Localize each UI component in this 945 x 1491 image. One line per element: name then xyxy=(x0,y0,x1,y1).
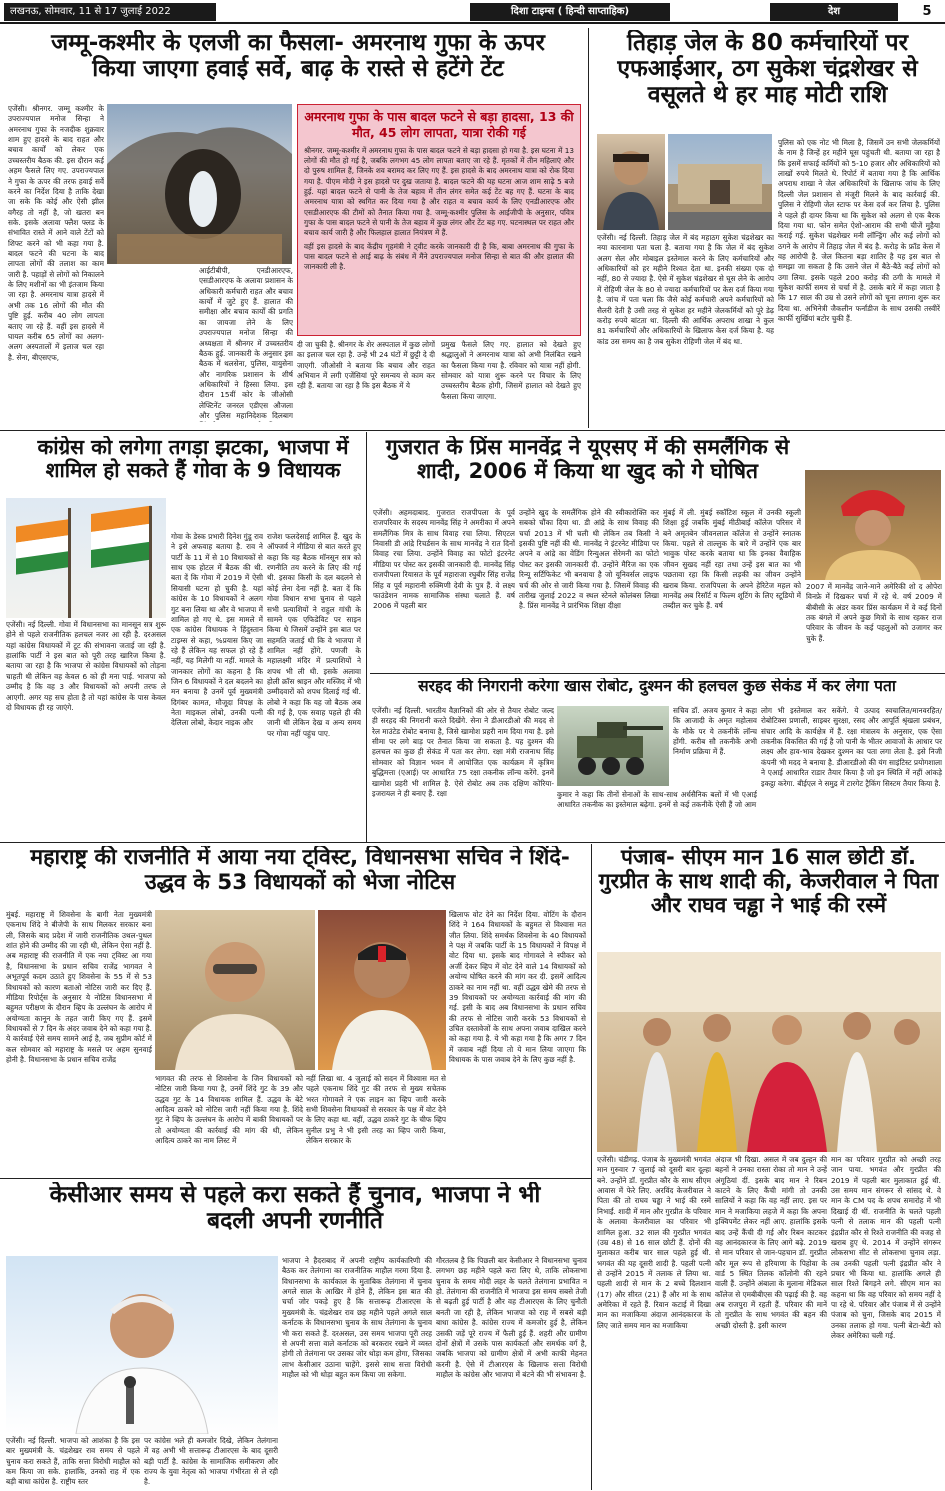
article-amarnath-col2: आईटीबीपी, एनडीआरएफ, एसडीआरएफ के अलावा प्रशासन के अधिकारी कर्मचारी राहत और बचाव कार्यों में जुटे हुए हैं. हालात की समीक्षा और बचाव कार्यों की प्रगति का जायजा लेने के लिए उपराज्यपाल मनोज सिन्हा की अध्यक्षता में श्रीनगर में उच्चस्तरीय बैठक हुई. जानकारी के अनुसार इस बैठक में थलसेना, पुलिस, वायुसेना और नागरिक प्रशासन के शीर्ष अधिकारियों ने हिस्सा लिया. इस दौरान 15वीं कोर के जीओसी लेफ्टिनेंट जनरल एडीएस औजला और पुलिस महानिदेशक दिलबाग xyxy=(199,266,293,421)
article-maharashtra-col2: भागवत की तरफ से शिवसेना के जिन विधायकों को नोटिस जारी किया गया है, उनमें शिंदे गुट के 39 और उद्धव गुट के 14 विधायक शामिल हैं. उद्धव के बेटे आदित्य ठाकरे को नोटिस जारी नहीं किया गया है. शिंदे गुट ने व्हिप के उल्लंघन के आरोप में बाकी विधायकों पर तो अयोग्यता की कार्रवाई की मांग की थी, लेकिन आदित्य ठाकरे का नाम लिस्ट में xyxy=(155,1074,303,1146)
amarnath-box-body1: श्रीनगर. जम्मू-कश्मीर में अमरनाथ गुफा के पास बादल फटने से बड़ा हादसा हो गया है. इस घटना में 13 लोगों की मौत हो गई है, जबकि लगभग 45 लोग लापता बताए जा रहे हैं. मृतकों में तीन महिलाएं और दो पुरुष शामिल हैं, जिनके शव बरामद कर लिए गए हैं. इस हादसे के बाद अमरनाथ यात्रा को रोक दिया गया है. पीएम मोदी ने इस हादसे पर दुख जताया है. बादल फटने की यह घटना आज शाम साढ़े 5 बजे हुई. यहां बादल फटने से पानी के तेज बहाव में तीन लंगर समेत कई टेंट बह गए हैं. घटना के बाद अमरनाथ यात्रा को स्थगित कर दिया गया है और राहत व बचाव कार्य के लिए एनडीआरएफ और एसडीआरएफ की टीमों को तैनात किया गया है. जम्मू-कश्मीर पुलिस के आईजीपी के अनुसार, पवित्र गुफा के पास बादल फटने से पानी के तेज बहाव में कुछ लंगर और टेंट बह गए. घटनास्थल पर राहत और बचाव कार्य जारी है और फिलहाल हालात नियंत्रण में हैं. xyxy=(304,145,574,238)
article-robot-col3: कुमार ने कहा कि तीनों सेनाओं के साथ-साथ अर्धसैनिक बलों में भी एआई आधारित तकनीक का इस्तेमाल बढ़ेगा. इनमें से कई तकनीकें ऐसी हैं जो आम xyxy=(557,790,757,810)
article-kcr-col2: पर कांग्रेस भले ही कमजोर दिखे, लेकिन तेलंगाना में वह अभी भी सत्तारूढ़ टीआरएस के बाद दूसरी बड़ी पार्टी है. कांग्रेस के सामाजिक समीकरण और राज्य के युवा नेतृत्व को भाजपा गंभीरता से ले रही है. xyxy=(144,1436,278,1487)
article-maharashtra-col3: नहीं लिखा था. 4 जुलाई को सदन में विश्वास मत से पहले एकनाथ शिंदे गुट की तरफ से मुख्य सचेतक भरत गोगावले ने एक लाइन का व्हिप जारी करके सभी शिवसेना विधायकों से सरकार के पक्ष में वोट देने के लिए कहा था. वहीं, उद्धव ठाकरे गुट के चीफ व्हिप सुनील प्रभु ने भी इसी तरह का व्हिप जारी किया, लेकिन सरकार के xyxy=(306,1074,446,1146)
uddhav-thackeray-photo xyxy=(155,910,315,1070)
article-mann-col3: मान का परिवार गुरप्रीत को अच्छी तरह जान पाया. भगवंत और गुरप्रीत की 2019 में पहली बार मुलाकात हुई थी. उस समय मान संगरूर से सांसद थे. वे मान के CM पद के शपथ समारोह में भी दिखाई दी थीं. राजनीति के चलते पहली पत्नी से तलाक मान की पहली पत्नी इंद्रप्रीत कौर से रिश्ते राजनीति की वजह से खराब हुए थे. 2014 में उन्होंने संगरूर लोकसभा सीट से लोकसभा चुनाव लड़ा. तब उनकी पहली पत्नी इंद्रप्रीत कौर ने प्रचार भी किया था. हालांकि अगले ही साल रिश्ते बिगड़ने लगे. सीएम मान का कहना था कि वह परिवार को समय नहीं दे पा रहे थे. परिवार और पंजाब में से उन्होंने पंजाब को चुना, जिसके बाद 2015 में उनका तलाक हो गया. पत्नी बेटा-बेटी को लेकर अमेरिका चली गई. xyxy=(831,1155,941,1341)
article-maharashtra-col4: खिलाफ वोट देने का निर्देश दिया. वोटिंग के दौरान शिंदे ने 164 विधायकों के बहुमत से विश्वास मत जीत लिया. शिंदे समर्थक शिवसेना के 40 विधायकों ने पक्ष में जबकि पार्टी के 15 विधायकों ने विपक्ष में वोट दिया था. इसके बाद गोगावले ने स्पीकर को अर्जी देकर व्हिप में वोट देने वाले 14 विधायकों को अयोग्य घोषित करने की मांग कर दी. इसमें आदित्य ठाकरे का नाम नहीं था. वहीं उद्धव खेमे की तरफ से 39 विधायकों पर अयोग्यता कार्रवाई की मांग की गई. इसी के बाद अब विधानसभा के प्रधान सचिव की तरफ से नोटिस जारी करके 53 विधायकों से उचित दस्तावेजों के साथ अपना जवाब दाखिल करने को कहा गया है. ये भी कहा गया है कि अगर 7 दिन में जवाब नहीं दिया तो ये मान लिया जाएगा कि विधायक के पास जवाब देने के लिए कुछ नहीं है. xyxy=(449,910,586,1065)
eknath-shinde-photo xyxy=(318,910,446,1070)
article-mann-col2: अंदाज भी दिखा. असल में जब दुल्हन की बहनों ने उनका रास्ता रोका तो मान ने उन्हें अंगूठियां दीं. इसके बाद मान ने रिबन काटने के लिए कैंची मांगी तो उनकी सालियों ने कहा कि वह नहीं लाए. इस पर मान ने मजाकिया लहजे में कहा कि अपना इक्विपमेंट लेकर नहीं आए. हालांकि इसके बाद उन्हें कैंची दी गई और रिबन काटकर वह आनंदकारज के लिए आगे बढ़े. 2019 से मान परिवार से जान-पहचान डॉ. गुरप्रीत कौर मूल रूप से हरियाणा के पिहोवा के वार्ड 5 स्थित तिलक कॉलोनी की रहने वाली हैं. उन्होंने अंबाला के मुलाना मेडिकल कॉलेज से एमबीबीएस की पढ़ाई की है. वह अब राजपुरा में रहती हैं. परिवार की मानें तो गुरप्रीत के साथ भगवंत की बहन की अच्छी दोस्ती है. इसी कारण xyxy=(715,1155,827,1330)
article-manvendra-col2: उन्होंने खुद के समलैंगिक होने की स्वीकारोक्ति कर सबको चौंका दिया था. डी आंद्रे के साथ विवाह की चर्चा 2013 में भी चली थी लेकिन तब किसी ने इसकी पुष्टि नहीं की थी. मानवेंद्र ने इंटरनेट मीडिया पर अपने व आंद्रे का वेडिंग रिन्युअल सेरेमनी का फोटो पोस्ट कर इसकी जानकारी दी. उन्होंने मैरिज का एक रिन्यू सर्टिफिकेट भी बनवाया है जो यूनिवर्सल लाइफ चर्च की ओर से जारी किया गया है. जिसमें विवाह की तारीख जुलाई 2022 व स्थल स्टेनले कोलंबस लिखा है. प्रिंस मानवेंद्र ने प्रारंभिक शिक्षा दीक्षा xyxy=(519,508,659,611)
header-section: देश xyxy=(770,3,898,21)
amarnath-cave-photo xyxy=(107,104,292,264)
column-rule xyxy=(588,28,589,428)
article-kcr-col4: गौरतलब है कि पिछली बार केसीआर ने विधानसभा चुनाव लगभग छह महीने पहले करा लिए थे, ताकि लोकसभा चुनाव के समय मोदी लहर के चलते तेलंगाना प्रभावित न हो. तेलंगाना की राजनीति में भाजपा इस समय सबसे तेजी से बढ़ती हुई पार्टी है और वह टीआरएस के लिए चुनौती बनती जा रही है, लेकिन भाजपा को राह में सबसे बड़ी बाधा कांग्रेस है. कांग्रेस राज्य में कमजोर हुई है, लेकिन उसकी जड़ें पूरे राज्य में फैली हुई हैं. शहरी और ग्रामीण दोनों क्षेत्रों में उसके पास कार्यकर्ता और समर्थक वर्ग है, जबकि भाजपा को ग्रामीण क्षेत्रों में अभी काफी मेहनत करनी है. ऐसे में टीआरएस के खिलाफ सत्ता विरोधी माहौल के कांग्रेस और भाजपा में बंटने की भी संभावना है. xyxy=(436,1256,587,1379)
article-amarnath-headline: जम्मू-कश्मीर के एलजी का फैसला- अमरनाथ गुफा के ऊपर किया जाएगा हवाई सर्वे, बाढ़ के रास्ते से हटेंगे टेंट xyxy=(51,30,545,83)
amarnath-box-body2: वहीं इस हादसे के बाद केंद्रीय गृहमंत्री ने ट्वीट करके जानकारी दी है कि, बाबा अमरनाथ की गुफा के पास बादल फटने से आई बाढ़ के संबंध में मैंने उपराज्यपाल मनोज सिन्हा से बात की और हालात की जानकारी ली है. xyxy=(304,241,574,272)
amarnath-box xyxy=(297,104,581,336)
column-rule xyxy=(366,432,367,842)
section-rule xyxy=(370,673,945,674)
article-robot-headline: सरहद की निगरानी करेगा खास रोबोट, दुश्मन की हलचल कुछ सेकंड में कर लेगा पता xyxy=(418,678,896,695)
amarnath-box-title: अमरनाथ गुफा के पास बादल फटने से बड़ा हादसा, 13 की मौत, 45 लोग लापता, यात्रा रोकी गई xyxy=(304,109,574,141)
article-robot-col2: सचिव डॉ. अजय कुमार ने कहा कि आजादी के अमृत महोत्सव के मौके पर ये तकनीकें लॉन्च होंगी. करीब सौ तकनीकें अभी निर्माण प्रक्रिया में हैं. xyxy=(673,706,757,757)
robot-photo xyxy=(557,706,669,786)
kcr-photo xyxy=(6,1256,278,1434)
page-header xyxy=(0,0,945,24)
article-tihar-headline: तिहाड़ जेल के 80 कर्मचारियों पर एफआईआर, ठग सुकेश चंद्रशेखर से वसूलते थे हर माह मोटी राशि xyxy=(617,30,918,109)
article-goa-headline: कांग्रेस को लगेगा तगड़ा झटका, भाजपा में शामिल हो सकते हैं गोवा के 9 विधायक xyxy=(37,436,349,483)
article-manvendra-headline: गुजरात के प्रिंस मानवेंद्र ने यूएसए में की समलैंगिक से शादी, 2006 में किया था खुद को गे घोषित xyxy=(385,436,790,483)
article-amarnath-col1: एजेंसी। श्रीनगर. जम्मू कश्मीर के उपराज्यपाल मनोज सिन्हा ने अमरनाथ गुफा के नजदीक शुक्रवार शाम हुए हादसे के बाद राहत और बचाव कार्यों को लेकर एक उच्चस्तरीय बैठक की. इस दौरान कई अहम फैसले लिए गए. उपराज्यपाल ने गुफा के ऊपर की तरफ हवाई सर्वे करने का निर्देश दिया है ताकि देखा जा सके कि कोई और ऐसी झील वगैरह तो नहीं है, जो खतरा बन सके. इसके अलावा फ्लैश फ्लड के संभावित रास्ते में आने वाले टेंटों को शिफ्ट करने को भी कहा गया है. बादल फटने की घटना के बाद लापता लोगों की तलाश का काम जारी है. पहाड़ों से लोगों को निकालने के लिए मशीनों का भी इंतजाम किया जा रहा है. अमरनाथ यात्रा हादसे में अभी तक 16 लोगों की मौत की पुष्टि हुई. करीब 40 लोग लापता बताए जा रहे हैं. वहीं इस हादसे में घायल करीब 65 लोगों का अलग-अलग अस्पतालों में इलाज चल रहा है. सेना, बीएसएफ, xyxy=(8,104,104,362)
article-goa-col2: गोवा के डेस्क प्रभारी दिनेश गुंडू राव ने इसे अफवाह बताया है. राव ने पार्टी के 11 में से 10 विधायकों से साथ एक होटल में बैठक की थी. बता दें कि गोवा में 2019 में ऐसी सियासी घटना हो चुकी है. यहां कांग्रेस के 10 विधायकों ने अलग गुट बना लिया था और वे भाजपा में शामिल हो गए थे. इस मामले में एक कांग्रेस विधायक ने हिंदुस्तान टाइम्स से कहा, %प्रयास किए जा रहे हैं लेकिन यह सफल हो रहे हैं नहीं, यह मिलेगी या नहीं. मामले के जानकार लोगों का कहना है कि जिन 6 विधायकों ने दल बदलने का मन बनाया है उनमें पूर्व मुख्यमंत्री दिगंबर कामत, मौजूदा विपक्ष के नेता माइकल लोबो, उनकी पत्नी देलिला लोबो, केदार नाइक और xyxy=(171,532,263,728)
sukesh-photo xyxy=(597,134,665,230)
section-rule xyxy=(0,1178,591,1179)
article-manvendra-col4: 2007 में मानवेंद्र जाने-माने अमेरिकी शो द ओपेरा विनफ्रे में दिखकर चर्चा में रहे थे. वर्ष 2009 में बीबीसी के अंडर कवर प्रिंस कार्यक्रम में वे कई दिनों तक बंगले में अपने कुछ मित्रों के साथ रहकर राज परिवार के जीवन के कई पहलुओं को उजागर कर चुके हैं. xyxy=(806,582,942,643)
tihar-jail-photo xyxy=(668,134,772,230)
article-kcr-col3: भाजपा ने हैदराबाद में अपनी राष्ट्रीय कार्यकारिणी की बैठक कर तेलंगाना का राजनीतिक माहौल गरमा दिया है. विधानसभा के कार्यकाल के मुताबिक तेलंगाना में चुनाव अगले साल के आखिर में होने हैं, लेकिन इस बात की चर्चा जोर पकड़े हुए है कि सत्तारूढ़ टीआरएस के मुख्यमंत्री के. चंद्रशेखर राव छह महीने पहले अगले साल कर्नाटक के विधानसभा चुनाव के साथ तेलंगाना के चुनाव भी करा सकते हैं. दरअसल, उस समय भाजपा पूरी तरह से अपनी सत्ता वाले कर्नाटक को बरकरार रखने में व्यस्त होगी तो तेलंगाना पर उसका जोर थोड़ा कम होगा, जिसका लाभ केसीआर उठाना चाहेंगे. इससे साथ सत्ता विरोधी माहौल को भी थोड़ा बहुत कम किया जा सकेगा. xyxy=(282,1256,432,1379)
article-kcr-headline: केसीआर समय से पहले करा सकते हैं चुनाव, भाजपा ने भी बदली अपनी रणनीति xyxy=(49,1182,541,1235)
article-maharashtra-col1: मुंबई. महाराष्ट्र में शिवसेना के बागी नेता मुख्यमंत्री एकनाथ शिंदे ने बीजेपी के साथ मिलकर सरकार बना ली, जिसके बाद प्रदेश में जारी राजनीतिक उथल-पुथल शांत होने की उम्मीद की जा रही थी, लेकिन ऐसा नहीं है. अब महाराष्ट्र की राजनीति में एक नया ट्विस्ट आ गया है, विधानसभा के प्रधान सचिव राजेंद्र भागवत ने अभूतपूर्व कदम उठाते हुए शिवसेना के 55 में से 53 विधायकों को कारण बताओ नोटिस जारी कर दिए हैं. मीडिया रिपोर्ट्स के अनुसार ये नोटिस विधानसभा में बहुमत परीक्षण के दौरान व्हिप के उल्लंघन के आरोप में अयोग्यता कानून के तहत जारी किए गए हैं. इसमें विधायकों से 7 दिन के अंदर जवाब देने को कहा गया है. ये कार्रवाई ऐसे समय सामने आई है, जब सुप्रीम कोर्ट में कल सोमवार को महाराष्ट्र के मसले पर अहम सुनवाई होनी है. विधानसभा के प्रधान सचिव राजेंद्र xyxy=(6,910,152,1065)
section-rule xyxy=(0,430,945,431)
article-kcr-col1: एजेंसी। नई दिल्ली. भाजपा को आशंका है कि इस बार मुख्यमंत्री के. चंद्रशेखर राव समय से पहले चुनाव करा सकते हैं, ताकि सत्ता विरोधी माहौल को कम किया जा सके. हालांकि, उनको राह में एक बड़ी बाधा कांग्रेस है. राष्ट्रीय स्तर xyxy=(6,1436,140,1487)
article-robot-col4: लोग भी इस्तेमाल कर सकेंगे. ये उत्पाद स्वचालित/मानवरहित/रोबोटिक्स प्रणाली, साइबर सुरक्षा, रसद और आपूर्ति श्रृंखला प्रबंधन, संचार आदि के कार्यक्षेत्र में हैं. रक्षा मंत्रालय के अनुसार, एक ऐसा तकनीक विकसित की गई है जो पानी के भीतर आवाजों के आधार पर लक्ष्य और हाव-भाव देखकर दुश्मन का पता लगा लेता है. इसे निजी कंपनी भी मदद ने बनाया है. डीआरडीओ की यंग साइंटिस्ट प्रयोगशाला ने एआई आधारित राडार तैयार किया है जो इन स्थिति में नहीं आंकड़े इकट्ठा करेगा. बीईएल ने समुद्र में टारगेट ट्रैकिंग सिस्टम तैयार किया है. xyxy=(761,706,942,788)
header-paper-name: दिशा टाइम्स ( हिन्दी साप्ताहिक) xyxy=(470,3,670,21)
article-mann-col1: एजेंसी। चंडीगढ़. पंजाब के मुख्यमंत्री भगवंत मान गुरुवार 7 जुलाई को दूसरी बार दूल्हा बने. उन्होंने डॉ. गुरप्रीत कौर के साथ सीएम आवास में फेरे लिए. अरविंद केजरीवाल ने पिता की तो राघव चड्ढा ने भाई की रस्में निभाईं. शादी में मान और गुरप्रीत के परिवार के अलावा केजरीवाल का परिवार भी शामिल हुआ. 32 साल की गुरप्रीत भगवंत (उम्र 48) से 16 साल छोटी हैं. दोनों की मुलाकात करीब चार साल पहले हुई थी. भगवंत की यह दूसरी शादी है. पहली पत्नी से उन्होंने 2015 में तलाक ले लिया था. पहली शादी से मान के 2 बच्चे दिलशान (17) और सीरत (21) हैं और मां के साथ अमेरिका में रहते हैं. रिवान कटाई में दिखा मान का मजाकिया अंदाज आनंदकारज के लिए जाते समय मान का मजाकिया xyxy=(597,1155,711,1330)
article-goa-col1: एजेंसी। नई दिल्ली. गोवा में विधानसभा का मानसून सत्र शुरू होने से पहले राजनीतिक हलचल नजर आ रही है. दरअसल यहां कांग्रेस विधायकों में टूट की संभावना जताई जा रही है. हालांकि पार्टी ने इस बात को पूरी तरह खारिज किया है. बताया जा रहा है कि भाजपा से कांग्रेस विधायकों को तोड़ना चाहती थी लेकिन वह केवल 6 को ही मना पाई. भाजपा को उम्मीद है कि वह 3 और विधायकों को अपनी तरफ ले आएगी. अगर यह सच होता है तो यहां कांग्रेस के पास केवल दो विधायक ही रह जाएंगे. xyxy=(6,620,166,712)
article-manvendra-col3: मुंबई में ली. मुंबई स्कॉटिश स्कूल में उनकी स्कूली शिक्षा हुई जबकि मुंबई मीठीबाई कॉलेज परिसर में बने अमृतबेन जीवनलाल कॉलेज से उन्होंने स्नातक किया. पहले से ताल्लुक के बारे में उन्होंने एक बार भावुक पोस्ट करके बताया था कि इनका वैवाहिक जीवन सुखद नहीं रहा तथा उन्हें इस बात का भी पछतावा रहा कि किसी लड़की का जीवन उन्होंने खराब किया. राजपिपला के अपने हेरिटेज महल को मानवेंद्र अब रिसॉर्ट व फिल्म शूटिंग के लिए स्टूडियो में तब्दील कर चुके हैं. वर्ष xyxy=(663,508,801,611)
column-rule xyxy=(591,844,592,1490)
congress-flags-photo xyxy=(6,498,166,618)
article-amarnath-col4: प्रमुख फैसले लिए गए. हालात को देखते हुए श्रद्धालुओं ने अमरनाथ यात्रा को अभी निलंबित रखने का फैसला किया गया है. रविवार को यात्रा नहीं होगी. सोमवार को यात्रा शुरू करने पर विचार के लिए उच्चस्तरीय बैठक होगी, जिसमें हालात को देखते हुए फैसला किया जाएगा. xyxy=(441,340,581,401)
header-city-date: लखनऊ, सोमवार, 11 से 17 जुलाई 2022 xyxy=(4,3,216,21)
article-maharashtra-headline: महाराष्ट्र की राजनीति में आया नया ट्विस्ट, विधानसभा सचिव ने शिंदे-उद्धव के 53 विधायकों को भेजा नोटिस xyxy=(30,846,570,895)
section-rule xyxy=(0,842,945,843)
article-amarnath-col2b xyxy=(107,266,195,422)
article-mann-headline: पंजाब- सीएम मान 16 साल छोटी डॉ. गुरप्रीत के साथ शादी की, केजरीवाल ने पिता और राघव चड्ढा ने भाई की रस्में xyxy=(598,846,939,917)
header-page-number: 5 xyxy=(912,3,942,21)
article-goa-col3: राजेश फलदेसाई शामिल हैं. खुद के ऑफ्जर्व ने मीडिया से बात करते हुए कहा कि यह बैठक मॉनसून सत्र को रणनीति तय करने के लिए की गई थी. इसका किसी के दल बदलने से कोई लेना देना नहीं है. बता दें कि गोवा विधान सभा चुनाव से पहले सभी प्रत्याशियों ने राहुल गांधी के सामने एक एफिडेविट पर साइन किया थे जिसमें उन्होंने इस बात पर सहमति जताई थी कि वे भाजपा में शामिल नहीं होंगे. पणजी के महालक्ष्मी मंदिर में प्रत्याशियों ने शपथ भी ली थी. इसके अलावा होली क्रॉस श्राइन और मस्जिद में भी उम्मीदवारों को शपथ दिलाई गई थी. लोबो ने कहा कि यह जो बैठक अब की गई है, एक सवाह पहले ही की जानी थी लेकिन देख व अन्य समय पर गोवा नहीं पहुंच पाए. xyxy=(267,532,361,738)
article-amarnath-col3: दी जा चुकी है. श्रीनगर के शेर अस्पताल में कुछ लोगों का इलाज चल रहा है. उन्हें भी 24 घंटों में छुट्टी दे दी जाएगी. जीओसी ने बताया कि बचाव और राहत अभियान में लगी एजेंसियां पूरे समन्वय से काम कर रही हैं. बताया जा रहा है कि इस बैठक में ये xyxy=(297,340,435,391)
article-tihar-col1: एजेंसी। नई दिल्ली. तिहाड़ जेल में बंद महाठग सुकेश चंद्रशेखर का नया कारनामा पता चला है. बताया गया है कि जेल में बंद सुकेश अलग सेल और मोबाइल इस्तेमाल करने के लिए कर्मचारियों और अधिकारियों को हर महीने रिश्वत देता था. इनकी संख्या एक दो नहीं, 80 से ज्यादा है. ऐसे में सुकेश चंद्रशेखर से घूस लेने के आरोप में रोहिणी जेल के 80 से ज्यादा कर्मचारियों पर केस दर्ज किया गया है. जांच में पता चला कि जैसे कोई कर्मचारी अपने कर्मचारियों को सैलरी देती है उसी तरह से सुकेश हर महीने जेलकर्मियों को पूरे डेढ़ करोड़ रुपये बांटता था. दिल्ली की आर्थिक अपराध शाखा ने कुल 81 कर्मचारियों और अधिकारियों के खिलाफ केस दर्ज किया है. यह कांड उस समय का है जब सुकेश रोहिणी जेल में बंद था. xyxy=(597,233,774,346)
wedding-photo xyxy=(597,952,941,1152)
prince-manvendra-photo xyxy=(805,470,941,580)
article-tihar-col2: पुलिस को एक नोट भी मिला है, जिसमें उन सभी जेलकर्मियों के नाम है जिन्हें हर महीने घूस पहुंचती थी. बताया जा रहा है कि इसमें सफाई कर्मियों को 5-10 हजार और अधिकारियों को लाखों रुपये मिलते थे. रिपोर्ट में बताया गया है कि आर्थिक अपराध शाखा ने जेल अधिकारियों के खिलाफ जांच के लिए दिल्ली जेल प्रशासन से मंजूरी मिलने के बाद कार्रवाई की. पुलिस ने रोहिणी जेल स्टाफ पर केस दर्ज कर लिया है. पुलिस ने पहले ही दायर किया था कि सुकेश को अलग से एक बैरक दिया गया था. फोन समेत ऐशो-आराम की सभी चीजें मुहैया कराई गई. सुकेश चंद्रशेखर मनी लॉन्ड्रिंग और कई लोगों को ठगने के आरोप में तिहाड़ जेल में बंद है. करोड़ के फ्रॉड केस में वह आरोपी है. जेल कितना बड़ा शातिर है यह इस बात से समझा जा सकता है कि उसने जेल में बैठे-बैठे कई लोगों को उगा लिया. इसके पहले 200 करोड़ की ठगी के मामले में सुकेश कार्फी समय से चर्चा में है. उसके बारे में कहा जाता है कि 17 साल की उम्र से उसने लोगों को चूना लगाना शुरू कर दिया था. अभिनेत्री जैकलीन फर्नांडीज के साथ उसकी तस्वीरें कार्फी सुर्खियां बटोर चुकी हैं. xyxy=(778,138,940,324)
article-robot-col1: एजेंसी। नई दिल्ली. भारतीय वैज्ञानिकों की ओर से तैयार रोबोट जल्द ही सरहद की निगरानी करते दिखेंगे. सेना ने डीआरडीओ की मदद से रेल माउंटेड रोबोट बनाया है, जिसे खामोश प्रहरी नाम दिया गया है. इसे सीमा पर लगे बाड़ पर तैनात किया जा सकता है. यह दुश्मन की हलचल का कुछ ही सेकंड में पता कर लेगा. रक्षा मंत्री राजनाथ सिंह सोमवार को विज्ञान भवन में आयोजित एक कार्यक्रम में कृत्रिम बुद्धिमत्ता (एआई) पर आधारित 75 रक्षा तकनीक लॉन्च करेंगे. इनमें खामोश प्रहरी भी शामिल है. ऐसे रोबोट अब तक दक्षिण कोरिया-इजरायल ने ही बनाए हैं. रक्षा xyxy=(372,706,554,798)
article-manvendra-col1: एजेंसी। अहमदाबाद. गुजरात राजपीपला के पूर्व राजपरिवार के सदस्य मानवेंद्र सिंह ने अमरीका में अपने समलैंगिक मित्र के साथ विवाह रचा लिया. सिएटल निवासी डी आंद्रे रिचर्डसन के साथ मानवेंद्र ने रात दिनों विवाह रचा लिया. उन्होंने विवाह का फोटो इंटरनेट मीडिया पर पोस्ट कर इसकी जानकारी दी. मानवेंद्र सिंह राजपीपला रियासत के पूर्व महाराजा रघुबीर सिंह राजेंद्र सिंह व पूर्व महारानी रुक्मिणी देवी के पुत्र हैं. वे लक्ष्य फाउंडेशन नामक सामाजिक संस्था चलाते हैं. वर्ष 2006 में पहली बार xyxy=(373,508,515,611)
